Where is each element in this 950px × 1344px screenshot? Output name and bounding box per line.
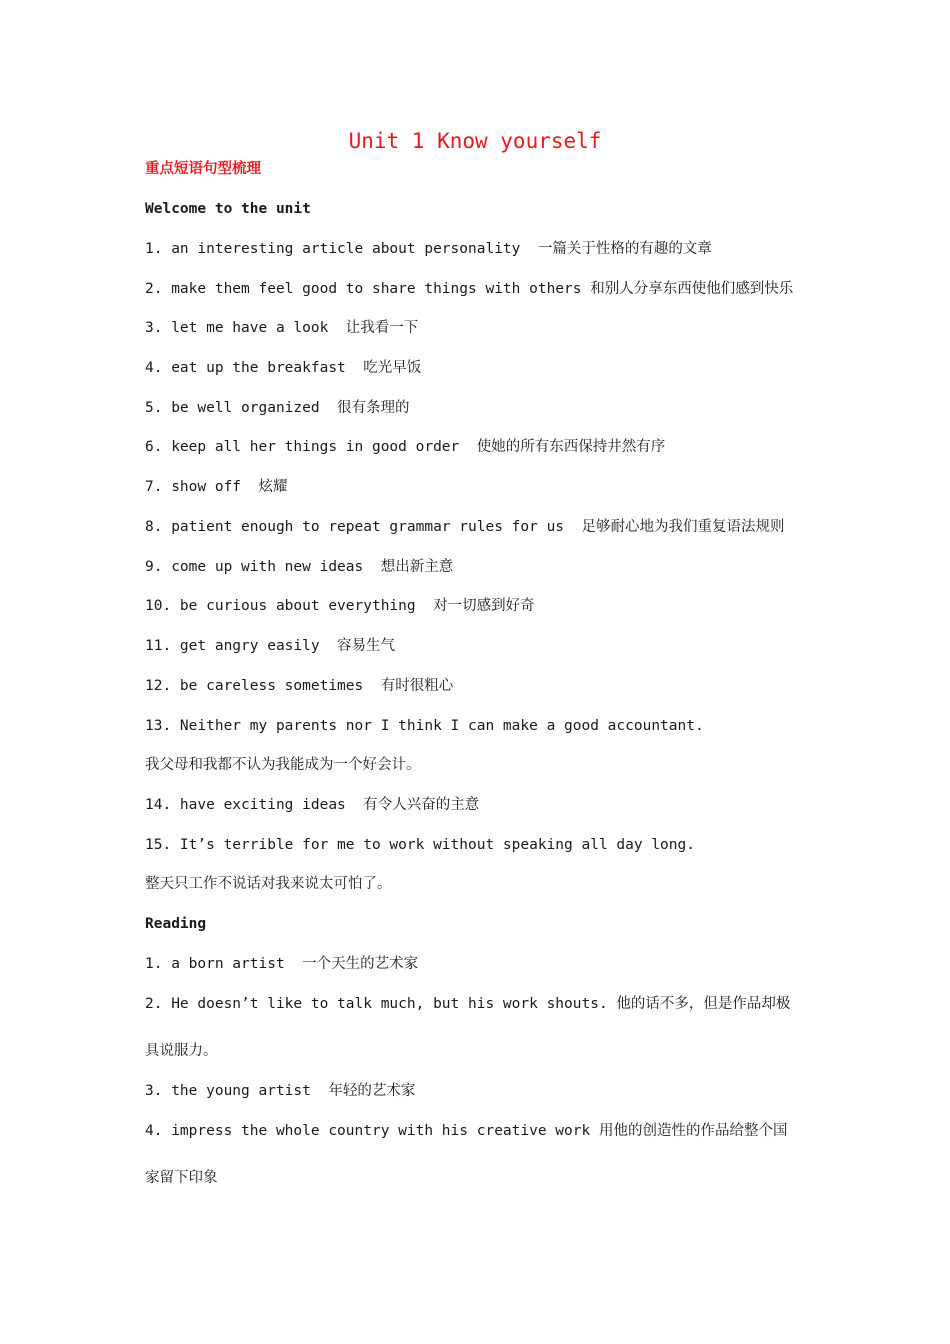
- phrase-item: 3. the young artist 年轻的艺术家: [145, 1083, 416, 1099]
- phrase-item: 7. show off 炫耀: [145, 479, 288, 495]
- phrase-item: 14. have exciting ideas 有令人兴奋的主意: [145, 797, 480, 813]
- phrase-item: 8. patient enough to repeat grammar rules for us 足够耐心地为我们重复语法规则: [145, 519, 785, 535]
- phrase-item: 12. be careless sometimes 有时很粗心: [145, 678, 454, 694]
- sentence-item: 2. He doesn’t like to talk much, but his work shouts. 他的话不多，但是作品却极: [145, 996, 791, 1012]
- phrase-item: 1. an interesting article about personality 一篇关于性格的有趣的文章: [145, 241, 712, 257]
- phrase-item: 4. eat up the breakfast 吃光早饭: [145, 360, 422, 376]
- subtitle-heading: 重点短语句型梳理: [145, 161, 261, 177]
- phrase-item: 3. let me have a look 让我看一下: [145, 320, 419, 336]
- phrase-item: 9. come up with new ideas 想出新主意: [145, 559, 454, 575]
- sentence-item: 15. It’s terrible for me to work without speaking all day long.: [145, 837, 695, 853]
- page-title: Unit 1 Know yourself: [348, 129, 602, 153]
- section-heading-reading: Reading: [145, 916, 207, 932]
- phrase-item: 10. be curious about everything 对一切感到好奇: [145, 598, 535, 614]
- phrase-continuation: 家留下印象: [145, 1170, 218, 1186]
- section-heading-welcome: Welcome to the unit: [145, 201, 311, 217]
- phrase-item: 2. make them feel good to share things with others 和别人分享东西使他们感到快乐: [145, 281, 794, 297]
- sentence-translation: 我父母和我都不认为我能成为一个好会计。: [145, 757, 421, 773]
- sentence-item: 13. Neither my parents nor I think I can make a good accountant.: [145, 718, 704, 734]
- sentence-translation: 整天只工作不说话对我来说太可怕了。: [145, 876, 392, 892]
- sentence-continuation: 具说服力。: [145, 1043, 218, 1059]
- phrase-item: 4. impress the whole country with his creative work 用他的创造性的作品给整个国: [145, 1123, 788, 1139]
- phrase-item: 1. a born artist 一个天生的艺术家: [145, 956, 419, 972]
- phrase-item: 6. keep all her things in good order 使她的所有东西保持井然有序: [145, 439, 666, 455]
- phrase-item: 11. get angry easily 容易生气: [145, 638, 396, 654]
- phrase-item: 5. be well organized 很有条理的: [145, 400, 410, 416]
